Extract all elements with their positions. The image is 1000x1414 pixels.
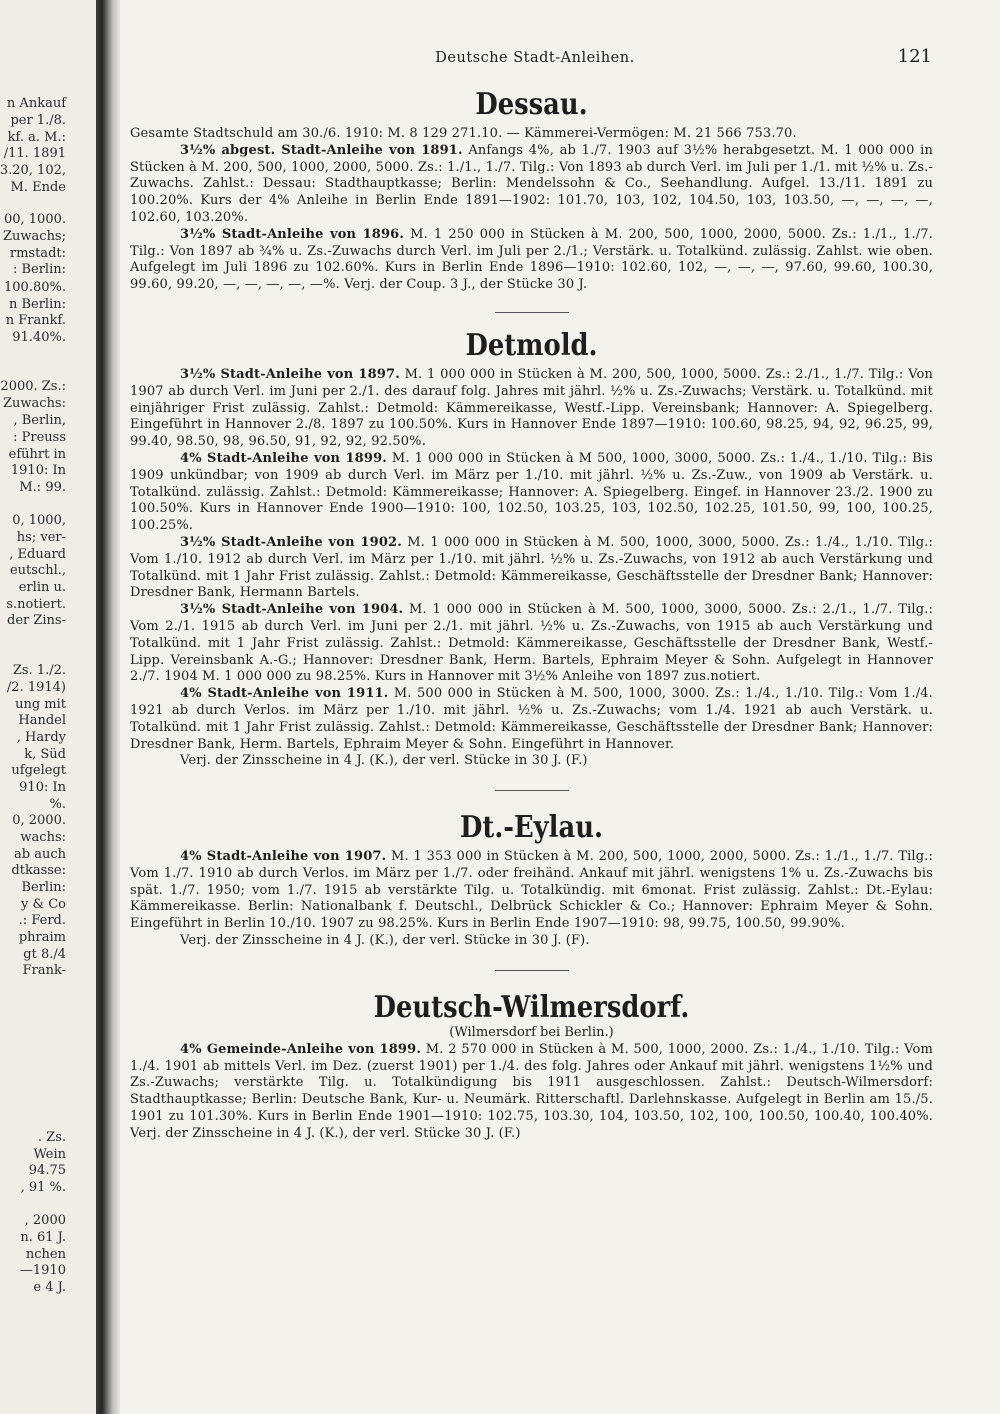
section-deutsch-wilmersdorf bbox=[130, 989, 933, 1143]
margin-fragment: /11. 1891 bbox=[3, 146, 66, 161]
margin-fragment: M.: 99. bbox=[19, 480, 66, 495]
margin-fragment: , 2000 bbox=[24, 1213, 66, 1228]
section-divider bbox=[495, 790, 569, 791]
margin-fragment: k, Süd bbox=[24, 747, 66, 762]
loan-text: M. 1 353 000 in Stücken à M. 200, 500, 1000, 2000, 5000. Zs.: 1./1., 1./7. Tilg.: Vom 1./7. 1910 ab durch Verlos. im März per 1./7. oder freihänd. Ankauf mit jährl. wenigstens 1% u. Zs.-Zuwachs bis spät. 1./7. 1950; vom 1./7. 1915 ab verstärkte Tilg. u. Totalkündig. mit 6monat. Frist zulässig. Zahlst.: Dt.-Eylau: Kämmereikasse. Berlin: Nationalbank f. Deutschl., Delbrück Schickler & Co.; Hannover: Ephraim Meyer & Sohn. Eingeführt in Berlin 10./10. 1907 zu 98.25%. Kurs in Berlin Ende 1907—1910: 98, 99.75, 100.50, 99.90%. bbox=[130, 849, 933, 932]
margin-fragment: Zuwachs; bbox=[3, 229, 66, 244]
city-heading-dessau: Dessau. bbox=[475, 87, 588, 122]
page-header bbox=[130, 46, 940, 72]
loan-text: Anfangs 4%, ab 1./7. 1903 auf 3½% herabgesetzt. M. 1 000 000 in Stücken à M. 200, 500, 1000, 2000, 5000. Zs.: 1./1., 1./7. Tilg.: Von 1893 ab durch Verl. im Juli per 1./1. mit ½% u. Zs.-Zuwachs. Zahlst.: Dessau: Stadthauptkasse; Berlin: Mendelssohn & Co., Seehandlung. Aufgel. 13./11. 1891 zu 100.20%. Kurs der 4% Anleihe in Berlin Ende 1891—1902: 101.70, 103, 102, 104.50, 103, 103.50, —, —, —, —, 102.60, 103.20%. bbox=[130, 142, 933, 225]
margin-fragment: Wein bbox=[33, 1147, 66, 1162]
loan-title: 3½% Stadt-Anleihe von 1896. bbox=[180, 226, 405, 242]
city-subtitle: (Wilmersdorf bei Berlin.) bbox=[449, 1024, 614, 1040]
margin-fragment: s.notiert. bbox=[6, 597, 66, 612]
section-dessau bbox=[130, 87, 934, 294]
margin-fragment: eführt in bbox=[8, 447, 66, 462]
loan-text: M. 1 000 000 in Stücken à M. 200, 500, 1000, 5000. Zs.: 2./1., 1./7. Tilg.: Von 1907 ab durch Verl. im Juni per 2./1. des darauf folg. Jahres mit jährl. ½% u. Zs.-Zuwachs; Verstärk. u. Totalkünd. mit einjähriger Frist zulässig. Zahlst.: Detmold: Kämmereikasse, Westf.-Lipp. Vereinsbank; Hannover: A. Spiegelberg. Eingeführt in Hannover 2./8. 1897 zu 100.50%. Kurs in Hannover Ende 1897—1910: 100.60, 98.25, 94, 92, 96.25, 99, 99.40, 98.50, 98, 96.50, 91, 92, 92, 92.50%. bbox=[130, 366, 933, 450]
margin-fragment: Handel bbox=[18, 713, 66, 728]
margin-fragment: der Zins- bbox=[7, 613, 66, 628]
margin-fragment: hs; ver- bbox=[16, 530, 66, 545]
margin-fragment: 100.80%. bbox=[4, 280, 66, 295]
dessau-loan-1896 bbox=[130, 227, 933, 294]
margin-fragment: —1910 bbox=[19, 1263, 66, 1278]
margin-fragment: 3.20, 102, bbox=[0, 163, 66, 178]
margin-fragment: ufgelegt bbox=[11, 763, 66, 778]
left-margin-previous-page bbox=[0, 0, 96, 1414]
margin-fragment: e 4 J. bbox=[33, 1280, 66, 1295]
margin-fragment: dtkasse: bbox=[11, 863, 66, 878]
margin-fragment: Berlin: bbox=[21, 880, 66, 895]
margin-fragment: Frank- bbox=[22, 963, 66, 978]
loan-text: M. 1 000 000 in Stücken à M. 500, 1000, 3000, 5000. Zs.: 1./4., 1./10. Tilg.: Vom 1./10. 1912 ab durch Verl. im März per 1./10. mit jährl. ½% u. Zs.-Zuwachs, von 1912 ab auch Verstärkung und Totalkünd. mit 1 Jahr Frist zulässig. Zahlst.: Detmold: Kämmereikasse, Geschäftsstelle der Dresdner Bank; Hannover: Dresdner Bank, Hermann Bartels. bbox=[130, 534, 933, 601]
book-gutter bbox=[96, 0, 120, 1414]
margin-fragment: 91.40%. bbox=[12, 330, 66, 345]
margin-fragment: , Eduard bbox=[9, 547, 66, 562]
dt-eylau-loan-1907 bbox=[130, 849, 933, 933]
running-title: Deutsche Stadt-Anleihen. bbox=[435, 50, 635, 66]
loan-title: 3½% Stadt-Anleihe von 1904. bbox=[180, 602, 404, 618]
margin-fragment: n Frankf. bbox=[5, 313, 66, 328]
margin-fragment: 2000. Zs.: bbox=[0, 379, 66, 394]
loan-text: M. 1 250 000 in Stücken à M. 200, 500, 1000, 2000, 5000. Zs.: 1./1., 1./7. Tilg.: Von 1897 ab ¾% u. Zs.-Zuwachs durch Verl. im Juli per 2./1.; Verstärk. u. Totalkünd. zulässig. Zahlst. wie oben. Aufgelegt im Juli 1896 zu 102.60%. Kurs in Berlin Ende 1896—1910: 102.60, 102, —, —, —, 97.60, 99.60, 100.30, 99.60, 99.20, —, —, —, —, —%. Verj. der Coup. 3 J., der Stücke 30 J. bbox=[130, 226, 934, 293]
city-heading-dt-eylau: Dt.-Eylau. bbox=[460, 810, 603, 846]
margin-fragment: /2. 1914) bbox=[6, 680, 66, 695]
city-heading-deutsch-wilmersdorf: Deutsch-Wilmersdorf. bbox=[373, 989, 690, 1025]
margin-fragment: , Hardy bbox=[16, 730, 66, 745]
margin-fragment: per 1./8. bbox=[10, 113, 66, 128]
margin-fragment: 910: In bbox=[19, 780, 66, 795]
section-divider bbox=[495, 970, 569, 971]
detmold-loan-1899 bbox=[130, 451, 933, 535]
margin-fragment: wachs: bbox=[20, 830, 66, 845]
margin-fragment: ung mit bbox=[15, 697, 66, 712]
margin-fragment: ab auch bbox=[14, 847, 66, 862]
margin-fragment: M. Ende bbox=[10, 180, 66, 195]
margin-fragment: n. 61 J. bbox=[20, 1230, 66, 1245]
loan-title: 4% Stadt-Anleihe von 1911. bbox=[180, 686, 389, 702]
detmold-prescription-note: Verj. der Zinsscheine in 4 J. (K.), der verl. Stücke in 30 J. (F.) bbox=[180, 753, 588, 769]
margin-fragment: 1910: In bbox=[10, 463, 66, 478]
detmold-loan-1904 bbox=[130, 602, 933, 686]
detmold-loan-1911 bbox=[130, 686, 933, 753]
section-dt-eylau bbox=[130, 810, 933, 950]
wilmersdorf-loan-1899 bbox=[130, 1042, 933, 1143]
dessau-loan-1891 bbox=[130, 143, 933, 227]
margin-fragment: y & Co bbox=[21, 897, 66, 912]
loan-text: M. 2 570 000 in Stücken à M. 500, 1000, 2000. Zs.: 1./4., 1./10. Tilg.: Vom 1./4. 1901 ab mittels Verl. im Dez. (zuerst 1901) per 1./4. des folg. Jahres oder Ankauf mit jährl. wenigstens 1½% und Zs.-Zuwachs; verstärkte Tilg. u. Totalkündigung bis 1911 ausgeschlossen. Zahlst.: Deutsch-Wilmersdorf: Stadthauptkasse; Berlin: Deutsche Bank, Kur- u. Neumärk. Ritterschaftl. Darlehnskasse. Aufgelegt in Berlin am 15./5. 1901 zu 101.30%. Kurs in Berlin Ende 1901—1910: 102.75, 103.30, 104, 103.50, 102, 100, 100.50, 100.40, 100.40%. Verj. der Zinsscheine in 4 J. (K.), der verl. Stücke 30 J. (F.) bbox=[130, 1041, 933, 1141]
margin-fragment: eutschl., bbox=[9, 563, 66, 578]
margin-fragment: 0, 1000, bbox=[12, 513, 66, 528]
page-content bbox=[130, 87, 934, 1143]
loan-text: M. 1 000 000 in Stücken à M 500, 1000, 3000, 5000. Zs.: 1./4., 1./10. Tilg.: Bis 1909 unkündbar; von 1909 ab durch Verl. im März per 1./10. mit jährl. ½% u. Zs.-Zuw., von 1909 ab Verstärk. u. Totalkünd. zulässig. Zahlst.: Detmold: Kämmereikasse; Hannover: A. Spiegelberg. Eingef. in Hannover 23./2. 1900 zu 100.50%. Kurs in Hannover Ende 1900—1910: 100, 102.50, 103.25, 103, 102.50, 102.25, 101.50, 99, 100, 100.25, 100.25%. bbox=[130, 450, 933, 534]
margin-fragment: rmstadt: bbox=[9, 246, 66, 261]
margin-fragment: Zuwachs: bbox=[3, 396, 66, 411]
detmold-loan-1897 bbox=[130, 367, 933, 451]
loan-text: M. 500 000 in Stücken à M. 500, 1000, 3000. Zs.: 1./4., 1./10. Tilg.: Vom 1./4. 1921 ab durch Verlos. im März per 1./10. mit jährl. ½% u. Zs.-Zuwachs; vom 1./4. 1921 ab auch Verstärk. u. Totalkünd. mit 1 Jahr Frist zulässig. Zahlst.: Detmold: Kämmereikasse, Geschäftsstelle der Dresdner Bank; Hannover: Dresdner Bank, Herm. Bartels, Ephraim Meyer & Sohn. Eingeführt in Hannover. bbox=[130, 686, 933, 752]
dessau-debt-summary: Gesamte Stadtschuld am 30./6. 1910: M. 8 129 271.10. — Kämmerei-Vermögen: M. 21 566 753.70. bbox=[130, 126, 797, 141]
loan-text: M. 1 000 000 in Stücken à M. 500, 1000, 3000, 5000. Zs.: 2./1., 1./7. Tilg.: Vom 2./1. 1915 ab durch Verl. im Juni per 2./1. mit jährl. ½% u. Zs.-Zuwachs, von 1915 ab auch Verstärkung und Totalkünd. mit 1 Jahr Frist zulässig. Zahlst.: Detmold: Kämmereikasse, Geschäftsstelle der Dresdner Bank, Westf.-Lipp. Vereinsbank A.-G.; Hannover: Dresdner Bank, Herm. Bartels, Ephraim Meyer & Sohn. Aufgelegt in Hannover 2./7. 1904 M. 1 000 000 zu 98.25%. Kurs in Hannover mit 3½% Anleihe von 1897 zus.notiert. bbox=[130, 602, 933, 685]
margin-fragment: . Zs. bbox=[37, 1130, 66, 1145]
margin-fragment: n Ankauf bbox=[6, 96, 66, 111]
section-detmold bbox=[130, 327, 933, 770]
dt-eylau-prescription-note: Verj. der Zinsscheine in 4 J. (K.), der verl. Stücke in 30 J. (F). bbox=[180, 933, 590, 949]
margin-fragment: nchen bbox=[25, 1247, 66, 1262]
city-heading-detmold: Detmold. bbox=[465, 327, 598, 363]
margin-fragment: n Berlin: bbox=[8, 297, 66, 312]
margin-fragment: .: Ferd. bbox=[18, 913, 66, 928]
margin-fragment: 0, 2000. bbox=[12, 813, 66, 828]
page-number: 121 bbox=[897, 46, 932, 67]
loan-title: 3½% abgest. Stadt-Anleihe von 1891. bbox=[180, 142, 463, 158]
loan-title: 4% Gemeinde-Anleihe von 1899. bbox=[180, 1041, 421, 1057]
margin-fragment: gt 8./4 bbox=[23, 947, 66, 962]
margin-fragment: , 91 %. bbox=[20, 1180, 66, 1195]
margin-fragment: %. bbox=[49, 797, 66, 812]
margin-fragment: , Berlin, bbox=[13, 413, 66, 428]
margin-fragment: 94.75 bbox=[28, 1163, 66, 1178]
margin-fragment: : Preuss bbox=[13, 430, 66, 445]
loan-title: 4% Stadt-Anleihe von 1907. bbox=[180, 849, 387, 865]
loan-title: 3½% Stadt-Anleihe von 1902. bbox=[180, 534, 402, 550]
margin-fragment: : Berlin: bbox=[12, 262, 66, 277]
margin-fragment: erlin u. bbox=[18, 580, 66, 595]
margin-fragment: kf. a. M.: bbox=[7, 130, 66, 145]
margin-fragment: 00, 1000. bbox=[3, 212, 66, 227]
detmold-loan-1902 bbox=[130, 535, 933, 602]
loan-title: 3½% Stadt-Anleihe von 1897. bbox=[180, 366, 400, 382]
margin-fragment: Zs. 1./2. bbox=[12, 663, 66, 678]
margin-fragment: phraim bbox=[18, 930, 66, 945]
section-divider bbox=[495, 312, 569, 313]
loan-title: 4% Stadt-Anleihe von 1899. bbox=[180, 450, 387, 466]
